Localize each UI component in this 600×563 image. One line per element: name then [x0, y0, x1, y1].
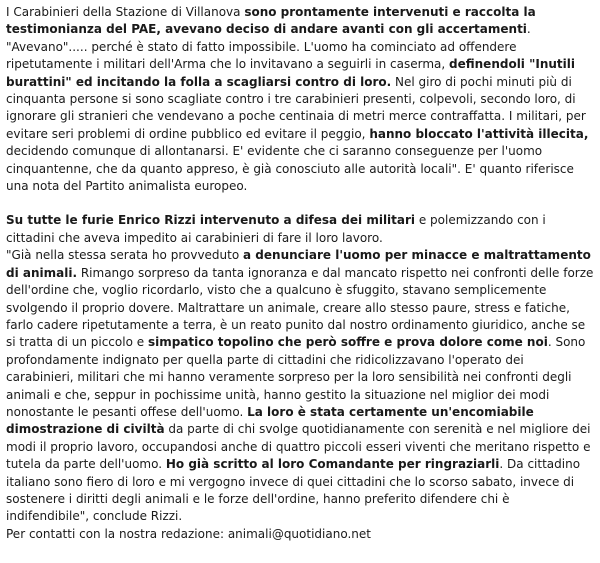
bold-text-run: simpatico topolino che però soffre e prova dolore come noi [147, 335, 548, 350]
bold-text-run: La loro è stata certamente un'encomiabile dimostrazione di civiltà [6, 404, 534, 437]
text-run: Rimango sorpreso da tanta ignoranza e dal mancato rispetto nei confronti delle forze dell'ordine che, voglio ricordarlo, visto che a qualcuno è sfuggito, stavano semplicemente svolgendo il proprio dovere. Maltrattare un animale, creare allo stesso paure, stress e fatiche, farlo cadere ripetutamente a terra, è un reato punito dal nostro ordinamento giuridico, anche se si tratta di un piccolo e [6, 265, 594, 350]
article-paragraph-2 [6, 212, 594, 543]
text-run: decidendo comunque di allontanarsi. E' evidente che ci saranno conseguenze per l'uomo cinquantenne, che da quanto appreso, è già conosciuto alle autorità locali". E' quanto riferisce una nota del Partito animalista europeo. [6, 144, 574, 194]
article-paragraph-1 [6, 4, 594, 195]
text-run: . "Avevano"..... perché è stato di fatto impossibile. L'uomo ha cominciato ad offendere ripetutamente i militari dell'Arma che lo invitavano a seguirli in caserma, [6, 22, 531, 72]
text-run: Nel giro di pochi minuti più di cinquanta persone si sono scagliate contro i tre carabinieri presenti, colpevoli, secondo loro, di ignorare gli stranieri che vendevano a poche centinaia di metri merce contraffatta. I militari, per evitare seri problemi di ordine pubblico ed evitare il peggio, [6, 74, 586, 141]
text-run: I Carabinieri della Stazione di Villanova [6, 5, 245, 19]
text-run: . Da cittadino italiano sono fiero di loro e mi vergogno invece di quei cittadini che lo scorso sabato, invece di sostenere i diritti degli animali e le forze dell'ordine, hanno preferito difendere chi è indifendibile", conclude Rizzi. [6, 457, 581, 524]
bold-text-run: Ho già scritto al loro Comandante per ringraziarli [165, 457, 500, 472]
text-run: "Già nella stessa serata ho provveduto [6, 248, 244, 263]
article-body [6, 4, 594, 543]
text-run: Per contatti con la nostra redazione: animali@quotidiano.net [6, 526, 371, 541]
bold-text-run: definendoli "Inutili burattini" ed incitando la folla a scagliarsi contro di loro. [6, 57, 575, 89]
bold-text-run: sono prontamente intervenuti e raccolta la testimonianza del PAE, avevano deciso di andare avanti con gli accertamenti [6, 5, 536, 37]
bold-text-run: a denunciare l'uomo per minacce e maltrattamento di animali. [6, 248, 591, 280]
text-run: e polemizzando con i cittadini che aveva impedito ai carabinieri di fare il loro lavoro. [6, 213, 546, 245]
text-run: da parte di chi svolge quotidianamente con serenità e nel migliore dei modi il proprio lavoro, occupandosi anche di quattro piccoli esseri viventi che meritano rispetto e tutela da parte dell'uomo. [6, 422, 591, 472]
text-run: . Sono profondamente indignato per quella parte di cittadini che ridicolizzavano l'operato dei carabinieri, militari che mi hanno veramente sorpreso per la loro sensibilità nei confronti degli animali e che, seppur in pochissime unità, hanno gestito la situazione nel miglior dei modi nonostante le pesanti offese dell'uomo. [6, 335, 586, 419]
bold-text-run: hanno bloccato l'attività illecita, [369, 126, 589, 141]
bold-text-run: Su tutte le furie Enrico Rizzi intervenuto a difesa dei militari [6, 213, 416, 228]
